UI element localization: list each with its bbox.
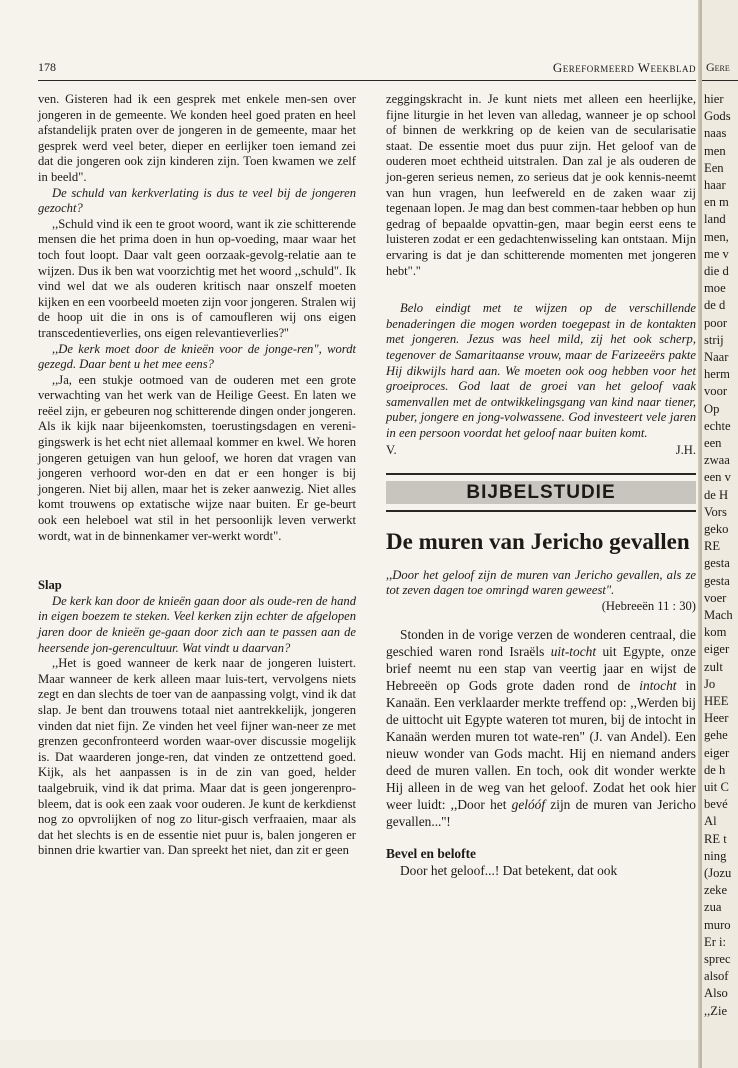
next-page-line: strij: [704, 332, 724, 347]
subheading-slap: Slap: [38, 578, 62, 593]
next-page-line: gehe: [704, 728, 728, 743]
article-last-line: Door het geloof...! Dat betekent, dat ook: [400, 863, 618, 879]
next-page-line: Een: [704, 160, 724, 175]
next-page-line: Er i:: [704, 934, 727, 949]
text-run: uit Egypte, onze brief neemt nu een stap van veertig jaar en wijst de Hebreeën op Gods grote daden rond de: [386, 644, 696, 694]
interview-question: ,,De kerk moet door de knieën voor de jonge-ren", wordt gezegd. Daar bent u het mee eens?: [38, 341, 356, 372]
next-page-line: Vors: [704, 504, 727, 519]
closing-summary: Belo eindigt met te wijzen op de verschillende benaderingen die mogen worden toegepast in de kontakten met jongeren. Jezus was heel mild, zij het ook scherp, tegenover de Samaritaanse vrouw, maar de Farizeeërs pakte Hij dikwijls hard aan. We moeten ook oog hebben voor het groeiproces. God laat de groei van het geloof vaak samenvallen met de ontwikkelingsgang van kind naar tiener, puber, jongere en jong-volwassene. God investeert vele jaren in een persoon voordat het geloof naar buiten komt.: [386, 301, 696, 440]
paragraph: ,,Het is goed wanneer de kerk naar de jongeren luistert. Maar wanneer de kerk alleen maar luis-tert, vervolgens niets zegt en dan slechts de toer van de aanpassing volgt, vind ik dat slap. Je bent dan trouwens totaal niet aantrekkelijk, jongeren vinden dat niet fijn. Ze vinden het veel fijner wan-neer ze met grenzen geconfronteerd worden waar-over discussie mogelijk is. Dat waarderen jonge-ren, dat vinden ze ontzettend goed. Kijk, als het aanpassen is in de zin van goed, helder taalgebruik, vind ik dat prima. Maar dat is geen jongerenpro-bleem, dat is ook een zaak voor ouderen. Je kunt de kerkdienst nog zo opvrolijken of nog zo litur-gisch verfraaien, maar als dat het slechts is en de essentie niet puur is, balen jongeren er binnen drie kwartier van. Dan spreekt het niet, dan zit er geen: [38, 656, 356, 858]
subheading-bevel: Bevel en belofte: [386, 846, 476, 862]
next-page-line: moe: [704, 281, 726, 296]
next-page-line: zult: [704, 659, 723, 674]
article-title: De muren van Jericho gevallen: [386, 528, 690, 554]
next-page-line: me v: [704, 246, 729, 261]
page-number: 178: [38, 60, 56, 74]
interview-question: De schuld van kerkverlating is dus te veel bij de jongeren gezocht?: [38, 185, 356, 216]
next-page-line: Heer: [704, 711, 729, 726]
section-banner: BIJBELSTUDIE: [386, 481, 696, 504]
epigraph: ,,Door het geloof zijn de muren van Jericho gevallen, als ze tot zeven dagen toe omringd waren geweest".: [386, 567, 696, 598]
header-rule: [38, 80, 696, 81]
next-page-line: gesta: [704, 573, 730, 588]
next-page-line: men,: [704, 229, 729, 244]
next-page-line: poor: [704, 315, 728, 330]
interview-question: De kerk kan door de knieën gaan door als oude-ren de hand in eigen boezem te steken. Veel kerken zijn echter de afgelopen jaren door de knieën ge-gaan door zich aan te passen aan de heersende jon-gerencultuur. Wat vindt u daarvan?: [38, 593, 356, 655]
column-2: [386, 92, 696, 879]
next-page-line: RE t: [704, 831, 727, 846]
next-page-line: de h: [704, 762, 726, 777]
emphasis: gelóóf: [511, 797, 546, 813]
next-page-line: (Jozu: [704, 866, 732, 880]
next-page-line: men: [704, 143, 726, 158]
section-rule-top: [386, 473, 696, 475]
section-rule-bottom: [386, 510, 696, 512]
signature-line: [386, 443, 696, 459]
next-page-line: muro: [704, 917, 731, 932]
next-page-line: een v: [704, 470, 731, 485]
next-page-line: Mach: [704, 608, 733, 622]
next-page-line: eiger: [704, 745, 730, 760]
paragraph: ,,Schuld vind ik een te groot woord, want ik zie schitterende mensen die het prima doen in hun op-voeding, maar waar het toch fout loopt. Daar valt geen oorzaak-gevolg-relatie aan te wijzen. Dus ik ben wat voorzichtig met het woord ,,schuld". Ik vind wel dat we als ouderen kritisch naar onszelf moeten kijken en een voorbeeld moeten zijn voor jongeren. Stralen wij de hoop uit die in ons is of camoufleren wij ons eigen transcedentieverlies, ons eigen relevantieverlies?'': [38, 216, 356, 340]
next-page-line: de d: [704, 298, 726, 313]
next-page-line: Op: [704, 401, 720, 416]
next-page-line: bevé: [704, 797, 728, 812]
text-run: in Kanaän. Een verklaarder merkte treffend op: ,,Werden bij de uittocht uit Egypte wateren tot muren, bij de intocht in Kanaän werden muren tot wate-ren" (J. van Andel). Een nieuw wonder van Gods macht. Hij en niemand anders deed de muren vallen. En toch, ook dit wonder werkte Hij alleen in de weg van het geloof. Zodat het ook hier weer luidt: ,,Door het: [386, 678, 697, 813]
next-page-line: haar: [704, 178, 726, 192]
next-page-line: alsof: [704, 969, 729, 984]
epigraph-reference: (Hebreeën 11 : 30): [601, 598, 696, 613]
next-page-line: Naar: [704, 350, 729, 364]
next-page-line: zua: [704, 900, 722, 915]
next-page-line: echte: [704, 418, 731, 433]
next-page-line: HEE: [704, 694, 729, 708]
next-page-line: Al: [704, 814, 717, 829]
paragraph: zeggingskracht in. Je kunt niets met alleen een heerlijke, fijne liturgie in het leven van alledag, wanneer je op school of binnen de werkkring op de keien van de secularisatie staat. De essentie moet dus puur zijn. Het geloof van de ouderen moet echtheid uitstralen. Dan zal je als ouderen de jon-geren serieus nemen, zo serieus dat je ook kennis-neemt van hun vragen, hun leefwereld en de zaken waar zij tegenaan lopen. Je mag dan best commen-taar hebben op hun gedrag of bepaalde opvattin-gen, maar begin eerst eens te luisteren zodat er een gedachtenwisseling kan ontstaan. Mijn ervaring is dat je dan schitterende momenten met jongeren hebt".'': [386, 92, 696, 278]
next-page-line: ning: [704, 848, 727, 863]
next-page-line: die d: [704, 264, 729, 278]
next-page-line: voer: [704, 590, 727, 605]
next-page-line: land: [704, 212, 726, 227]
next-page-line: kom: [704, 625, 727, 640]
next-page-line: Jo: [704, 676, 716, 691]
paragraph: ,,Ja, een stukje ootmoed van de ouderen met een grote verwachting van het werk van de Heilige Geest. En laten we reëel zijn, er gebeuren nog schitterende dingen onder jongeren. Als ik kijk naar bijeenkomsten, toerustingsdagen en vereni-gingswerk is het echt niet allemaal kommer en kwel. We horen jongeren getuigen van hun geloof, we horen dat vragen van jongeren verhoord wor-den en dat er een honger is bij jongeren. Niet bij allen, maar het is zeker aanwezig. Niet alles komt trouwens op extatische wijze naar buiten. Er ge-beurt ook een heleboel wat stil in het persoonlijk leven verwerkt wordt, wat in de binnenkamer ver-werkt wordt".: [38, 372, 356, 543]
next-page-line: Gods: [704, 109, 731, 124]
emphasis: intocht: [639, 678, 677, 694]
next-page-line: naas: [704, 126, 727, 141]
signature-left: V.: [386, 443, 397, 458]
next-page-line: hier: [704, 92, 724, 106]
article-paragraph: [386, 626, 696, 830]
next-page-line: zeke: [704, 883, 728, 898]
publication-title: Gereformeerd Weekblad: [552, 60, 696, 75]
next-page-line: voor: [704, 384, 728, 399]
text-run: Stonden in de vorige verzen de wonderen centraal, die geschied waren rond Israëls: [386, 627, 696, 660]
next-page-line: de H: [704, 487, 729, 502]
page-header: [38, 60, 696, 80]
next-page-line: ,,Zie: [704, 1003, 728, 1018]
column-1: [38, 92, 356, 859]
next-page-line: en m: [704, 195, 729, 210]
next-page-line: zwaa: [704, 453, 730, 468]
next-page-line: geko: [704, 522, 729, 536]
next-page-line: eiger: [704, 642, 730, 657]
next-page-line: gesta: [704, 556, 730, 571]
next-page-line: een: [704, 436, 722, 450]
next-page-line: sprec: [704, 952, 731, 966]
signature-right: J.H.: [675, 443, 696, 458]
next-page-line: herm: [704, 367, 730, 382]
text-run: zijn de muren van Jericho gevallen...''!: [386, 797, 696, 830]
next-page-line: uit C: [704, 780, 729, 794]
next-page-line: Also: [704, 986, 728, 1001]
paragraph: ven. Gisteren had ik een gesprek met enkele men-sen over jongeren in de gemeente. We konden heel goed praten en heel afstandelijk praten over de jongeren in de gemeente, maar het gesprek werd veel beter, dieper en eerlijker toen iemand zei dat die jongeren ook zijn kinderen zijn. Toen kwamen we zelf in beeld".: [38, 92, 356, 184]
next-page-line: RE: [704, 539, 721, 554]
next-page-rule: [702, 80, 738, 81]
next-page-edge: [702, 0, 738, 1068]
next-page-header: Gere: [706, 60, 730, 74]
emphasis: uit-tocht: [550, 644, 597, 660]
